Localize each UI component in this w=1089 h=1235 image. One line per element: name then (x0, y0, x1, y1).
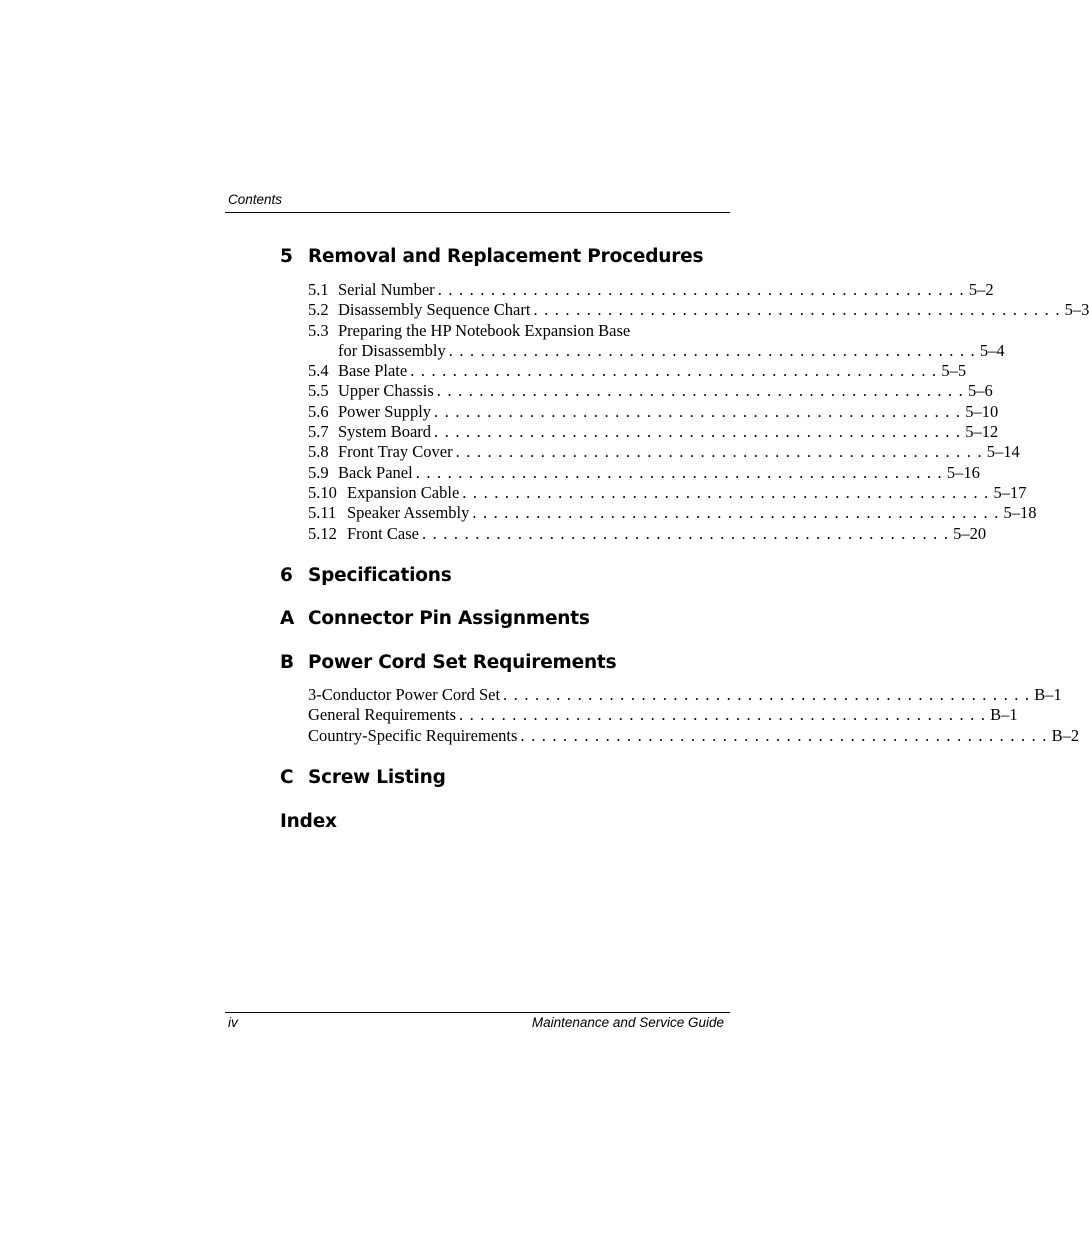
section-title: 3-Conductor Power Cord Set (308, 685, 501, 704)
chapter-heading-b[interactable] (280, 651, 730, 675)
index-heading[interactable] (280, 810, 730, 834)
page-number: 5–3 (1064, 300, 1089, 320)
section-number: 5.11 (308, 503, 337, 523)
chapter-title: Specifications (308, 565, 452, 586)
chapter-title: Screw Listing (308, 767, 446, 788)
toc-entry[interactable] (308, 321, 730, 341)
section-title: Upper Chassis (338, 381, 434, 401)
dot-leader: . . . . . . . . . . . . . . . . . . . . . . . . . . . . . . . . . . . . . . . . . . . . . . . . . . (410, 361, 938, 381)
dot-leader: . . . . . . . . . . . . . . . . . . . . . . . . . . . . . . . . . . . . . . . . . . . . . . . . . . (415, 462, 943, 482)
section-title: Preparing the HP Notebook Expansion Base (338, 320, 631, 340)
chapter-5-entries (308, 280, 1089, 544)
page-number: B–2 (1051, 725, 1080, 745)
section-number: 5.10 (308, 482, 337, 502)
page-number: 5–18 (1003, 503, 1037, 523)
guide-title: Maintenance and Service Guide (531, 1015, 724, 1030)
chapter-number: 5 (280, 246, 293, 267)
chapter-title: Power Cord Set Requirements (308, 652, 617, 673)
section-title: Disassembly Sequence Chart (338, 300, 531, 320)
toc-entry[interactable] (308, 503, 1037, 523)
chapter-heading-c[interactable] (280, 766, 730, 790)
toc-entry[interactable] (308, 422, 999, 442)
section-title: Front Tray Cover (338, 442, 453, 462)
section-number: 5.12 (308, 523, 337, 543)
dot-leader: . . . . . . . . . . . . . . . . . . . . . . . . . . . . . . . . . . . . . . . . . . . . . . . . . . (520, 725, 1048, 745)
toc-entry-continuation[interactable] (308, 340, 1005, 361)
section-number: 5.6 (308, 401, 329, 421)
page-number: 5–6 (967, 381, 993, 401)
section-number: 5.5 (308, 381, 329, 401)
page-number: 5–14 (986, 442, 1020, 462)
toc-entry[interactable] (308, 685, 1062, 705)
section-number: 5.7 (308, 422, 329, 442)
toc-entry[interactable] (308, 442, 1020, 462)
page-number: B–1 (1034, 685, 1062, 704)
toc-entry[interactable] (308, 523, 987, 544)
chapter-title: Removal and Replacement Procedures (308, 246, 704, 267)
section-title-continuation: for Disassembly (338, 340, 446, 360)
chapter-number: B (280, 652, 294, 673)
page-number: 5–20 (953, 523, 987, 543)
section-number: 5.8 (308, 442, 329, 462)
section-title: Country-Specific Requirements (308, 725, 518, 745)
chapter-number: A (280, 608, 295, 629)
chapter-heading-5[interactable] (280, 245, 730, 269)
page-number: 5–12 (965, 422, 999, 442)
page-number: 5–16 (946, 462, 980, 482)
dot-leader: . . . . . . . . . . . . . . . . . . . . . . . . . . . . . . . . . . . . . . . . . . . . . . . . . . (455, 442, 983, 462)
chapter-heading-6[interactable] (280, 564, 730, 588)
section-title: Expansion Cable (347, 482, 460, 502)
running-head: Contents (228, 192, 283, 207)
section-number: 5.9 (308, 462, 329, 482)
toc-entry[interactable] (308, 462, 980, 483)
toc-entry[interactable] (308, 725, 1080, 746)
dot-leader: . . . . . . . . . . . . . . . . . . . . . . . . . . . . . . . . . . . . . . . . . . . . . . . . . . (533, 300, 1061, 320)
dot-leader: . . . . . . . . . . . . . . . . . . . . . . . . . . . . . . . . . . . . . . . . . . . . . . . . . . (472, 503, 1000, 523)
toc-entry[interactable] (308, 401, 999, 422)
section-title: General Requirements (308, 705, 456, 725)
section-number: 5.1 (308, 280, 329, 299)
chapter-number: 6 (280, 565, 293, 586)
section-number: 5.2 (308, 300, 329, 320)
toc-entry[interactable] (308, 280, 994, 300)
toc-entry[interactable] (308, 482, 1027, 503)
dot-leader: . . . . . . . . . . . . . . . . . . . . . . . . . . . . . . . . . . . . . . . . . . . . . . . . . . (503, 685, 1031, 704)
chapter-title: Connector Pin Assignments (308, 608, 590, 629)
section-title: Base Plate (338, 361, 408, 381)
page-number: B–1 (990, 705, 1018, 725)
toc-entry[interactable] (308, 361, 967, 381)
dot-leader: . . . . . . . . . . . . . . . . . . . . . . . . . . . . . . . . . . . . . . . . . . . . . . . . . . (462, 482, 990, 502)
chapter-title: Index (280, 811, 337, 832)
dot-leader: . . . . . . . . . . . . . . . . . . . . . . . . . . . . . . . . . . . . . . . . . . . . . . . . . . (436, 381, 964, 401)
page-number: 5–17 (993, 482, 1027, 502)
section-title: System Board (338, 422, 432, 442)
page-number: 5–4 (979, 340, 1005, 360)
dot-leader: . . . . . . . . . . . . . . . . . . . . . . . . . . . . . . . . . . . . . . . . . . . . . . . . . . (458, 705, 987, 725)
dot-leader: . . . . . . . . . . . . . . . . . . . . . . . . . . . . . . . . . . . . . . . . . . . . . . . . . . (434, 401, 962, 421)
page-number: 5–5 (941, 361, 967, 381)
chapter-number: C (280, 767, 294, 788)
appendix-b-entries (308, 685, 1080, 746)
dot-leader: . . . . . . . . . . . . . . . . . . . . . . . . . . . . . . . . . . . . . . . . . . . . . . . . . . (434, 422, 962, 442)
section-title: Power Supply (338, 401, 432, 421)
page-number: 5–2 (968, 280, 994, 299)
header-rule (225, 212, 730, 213)
page-number: 5–10 (965, 401, 999, 421)
chapter-heading-a[interactable] (280, 607, 730, 631)
toc-entry[interactable] (308, 705, 1018, 725)
section-title: Speaker Assembly (347, 503, 470, 523)
section-number: 5.3 (308, 320, 329, 340)
dot-leader: . . . . . . . . . . . . . . . . . . . . . . . . . . . . . . . . . . . . . . . . . . . . . . . . . . (437, 280, 965, 299)
toc-entry[interactable] (308, 381, 993, 401)
section-title: Back Panel (338, 462, 413, 482)
section-title: Serial Number (338, 280, 435, 299)
page-folio: iv (228, 1015, 238, 1030)
dot-leader: . . . . . . . . . . . . . . . . . . . . . . . . . . . . . . . . . . . . . . . . . . . . . . . . . . (421, 523, 950, 543)
dot-leader: . . . . . . . . . . . . . . . . . . . . . . . . . . . . . . . . . . . . . . . . . . . . . . . . . . (448, 340, 976, 360)
section-title: Front Case (347, 523, 419, 543)
toc-entry[interactable] (308, 300, 1089, 320)
section-number: 5.4 (308, 361, 329, 381)
footer-rule (225, 1012, 730, 1013)
